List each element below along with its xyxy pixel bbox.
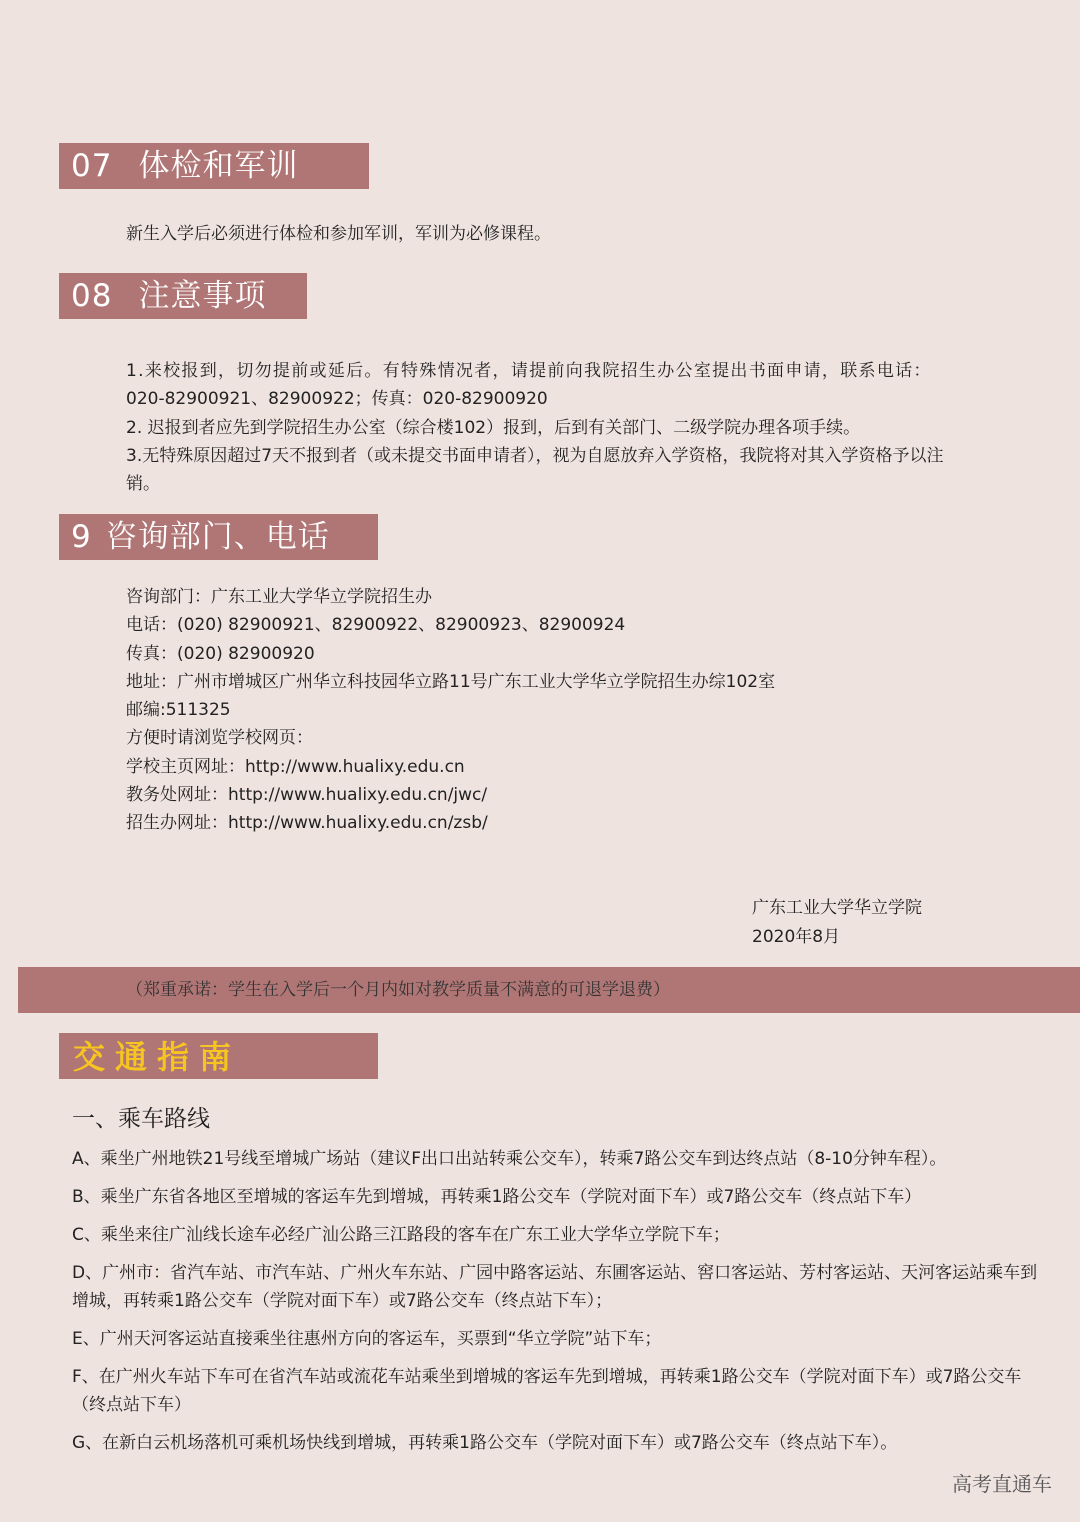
route-item: C、乘坐来往广汕线长途车必经广汕公路三江路段的客车在广东工业大学华立学院下车； <box>72 1225 730 1245</box>
note-line: 2. 迟报到者应先到学院招生办公室（综合楼102）报到，后到有关部门、二级学院办理各项手续。 <box>126 417 861 438</box>
route-item: B、乘坐广东省各地区至增城的客运车先到增城，再转乘1路公交车（学院对面下车）或7路公交车（终点站下车） <box>72 1187 922 1207</box>
section-8-title: 注意事项 <box>138 278 267 314</box>
homepage-url[interactable]: 学校主页网址：http://www.hualixy.edu.cn <box>126 756 465 777</box>
section-7-header <box>59 143 369 189</box>
note-line: 020-82900921、82900922；传真：020-82900920 <box>126 389 548 410</box>
contact-fax: 传真：(020) 82900920 <box>126 643 315 664</box>
section-9-title: 咨询部门、电话 <box>105 519 330 555</box>
section-8-number: 08 <box>71 278 113 314</box>
route-item: A、乘坐广州地铁21号线至增城广场站（建议F出口出站转乘公交车），转乘7路公交车到达终点站（8-10分钟车程）。 <box>72 1149 947 1169</box>
note-line: 1.来校报到，切勿提前或延后。有特殊情况者，请提前向我院招生办公室提出书面申请，联系电话： <box>126 361 932 381</box>
contact-info <box>126 583 775 838</box>
academic-affairs-url[interactable]: 教务处网址：http://www.hualixy.edu.cn/jwc/ <box>126 785 488 806</box>
signature-date: 2020年8月 <box>752 927 841 947</box>
route-item: E、广州天河客运站直接乘坐往惠州方向的客运车，买票到“华立学院”站下车； <box>72 1329 662 1349</box>
section-8-notes <box>126 357 944 498</box>
contact-web-intro: 方便时请浏览学校网页： <box>126 728 313 749</box>
contact-address: 地址：广州市增城区广州华立科技园华立路11号广东工业大学华立学院招生办综102室 <box>126 671 776 692</box>
section-8-header <box>59 273 307 319</box>
contact-phone: 电话：(020) 82900921、82900922、82900923、82900924 <box>126 615 626 636</box>
note-line: 销。 <box>126 474 160 495</box>
section-9-header <box>59 514 378 560</box>
admissions-url[interactable]: 招生办网址：http://www.hualixy.edu.cn/zsb/ <box>126 813 488 834</box>
route-item: D、广州市：省汽车站、市汽车站、广州火车东站、广园中路客运站、东圃客运站、窖口客运站、芳村客运站、天河客运站乘车到增城，再转乘1路公交车（学院对面下车）或7路公交车（终点站下车）； <box>72 1263 1038 1311</box>
watermark: 高考直通车 <box>952 1472 1052 1496</box>
section-7-body: 新生入学后必须进行体检和参加军训，军训为必修课程。 <box>126 224 551 244</box>
section-9-number: 9 <box>71 519 92 555</box>
promise-banner: （郑重承诺：学生在入学后一个月内如对教学质量不满意的可退学退费） <box>18 967 1080 1013</box>
section-7-number: 07 <box>71 148 113 184</box>
signature <box>752 894 922 952</box>
note-line: 3.无特殊原因超过7天不报到者（或未提交书面申请者），视为自愿放弃入学资格，我院将对其入学资格予以注 <box>126 445 944 466</box>
contact-postcode: 邮编:511325 <box>126 700 231 721</box>
signature-org: 广东工业大学华立学院 <box>752 898 922 918</box>
contact-dept: 咨询部门：广东工业大学华立学院招生办 <box>126 587 432 607</box>
section-7-title: 体检和军训 <box>138 148 299 184</box>
bus-routes-subtitle: 一、乘车路线 <box>72 1106 210 1132</box>
route-list <box>72 1145 1062 1457</box>
route-item: F、在广州火车站下车可在省汽车站或流花车站乘坐到增城的客运车先到增城，再转乘1路公交车（学院对面下车）或7路公交车（终点站下车） <box>72 1367 1022 1415</box>
route-item: G、在新白云机场落机可乘机场快线到增城，再转乘1路公交车（学院对面下车）或7路公交车（终点站下车）。 <box>72 1433 898 1453</box>
traffic-guide-header: 交通指南 <box>59 1033 378 1079</box>
